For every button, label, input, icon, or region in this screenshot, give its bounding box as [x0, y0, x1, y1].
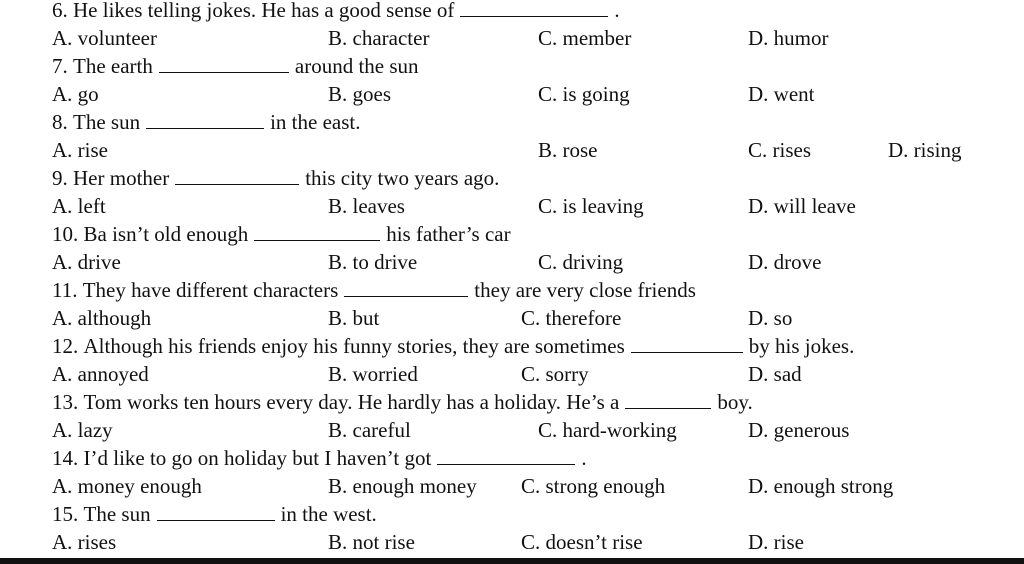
option-c[interactable]: C. rises: [748, 138, 811, 162]
question-number: 6.: [52, 0, 68, 22]
question-text-before: Ba isn’t old enough: [83, 222, 249, 246]
option-b[interactable]: B. careful: [328, 418, 411, 442]
option-a[interactable]: A. drive: [52, 250, 121, 274]
question-7-options: [0, 80, 1024, 108]
question-12-stem: [52, 332, 854, 360]
question-text-before: He likes telling jokes. He has a good sense of: [73, 0, 455, 22]
option-a[interactable]: A. volunteer: [52, 26, 157, 50]
question-11: [0, 276, 1024, 304]
option-d[interactable]: D. sad: [748, 362, 802, 386]
question-number: 11.: [52, 278, 78, 302]
question-10-stem: [52, 220, 511, 248]
option-d[interactable]: D. humor: [748, 26, 829, 50]
question-number: 7.: [52, 54, 68, 78]
question-text-after: in the west.: [280, 502, 377, 526]
question-text-before: Although his friends enjoy his funny stories, they are sometimes: [83, 334, 625, 358]
option-b[interactable]: B. worried: [328, 362, 418, 386]
question-text-after: around the sun: [294, 54, 419, 78]
question-12-options: [0, 360, 1024, 388]
option-a[interactable]: A. although: [52, 306, 152, 330]
option-c[interactable]: C. is going: [538, 82, 630, 106]
answer-blank[interactable]: [625, 390, 711, 409]
question-text-after: they are very close friends: [474, 278, 696, 302]
question-8-options: [0, 136, 1024, 164]
option-b[interactable]: B. leaves: [328, 194, 405, 218]
question-9: [0, 164, 1024, 192]
option-d[interactable]: D. rise: [748, 530, 804, 554]
option-d[interactable]: D. will leave: [748, 194, 856, 218]
question-number: 10.: [52, 222, 79, 246]
option-a[interactable]: A. go: [52, 82, 99, 106]
option-c[interactable]: C. driving: [538, 250, 624, 274]
question-text-before: Tom works ten hours every day. He hardly has a holiday. He’s a: [83, 390, 620, 414]
question-7-stem: [52, 52, 419, 80]
question-8-stem: [52, 108, 360, 136]
option-c[interactable]: C. member: [538, 26, 632, 50]
question-9-stem: [52, 164, 499, 192]
question-14-stem: [52, 444, 587, 472]
question-15: [0, 500, 1024, 528]
question-6-stem: [52, 0, 620, 24]
question-text-before: The earth: [73, 54, 153, 78]
answer-blank[interactable]: [175, 166, 299, 185]
option-b[interactable]: B. not rise: [328, 530, 415, 554]
option-c[interactable]: C. strong enough: [521, 474, 666, 498]
option-c[interactable]: C. sorry: [521, 362, 589, 386]
question-number: 8.: [52, 110, 68, 134]
question-11-stem: [52, 276, 696, 304]
answer-blank[interactable]: [159, 54, 289, 73]
question-text-after: his father’s car: [386, 222, 511, 246]
question-8: [0, 108, 1024, 136]
question-7: [0, 52, 1024, 80]
question-9-options: [0, 192, 1024, 220]
option-d[interactable]: D. generous: [748, 418, 850, 442]
option-a[interactable]: A. lazy: [52, 418, 113, 442]
option-d[interactable]: D. drove: [748, 250, 822, 274]
option-b[interactable]: B. goes: [328, 82, 391, 106]
option-c[interactable]: C. hard-working: [538, 418, 677, 442]
answer-blank[interactable]: [344, 278, 468, 297]
question-10: [0, 220, 1024, 248]
question-text-after: .: [614, 0, 620, 22]
question-text-before: The sun: [83, 502, 151, 526]
question-12: [0, 332, 1024, 360]
option-a[interactable]: A. rises: [52, 530, 117, 554]
option-a[interactable]: A. annoyed: [52, 362, 149, 386]
answer-blank[interactable]: [254, 222, 380, 241]
option-d[interactable]: D. went: [748, 82, 815, 106]
answer-blank[interactable]: [157, 502, 275, 521]
question-15-stem: [52, 500, 377, 528]
option-b[interactable]: B. enough money: [328, 474, 477, 498]
question-15-options: [0, 528, 1024, 556]
question-text-before: I’d like to go on holiday but I haven’t got: [83, 446, 432, 470]
question-text-before: Her mother: [73, 166, 170, 190]
option-c[interactable]: C. is leaving: [538, 194, 644, 218]
option-a[interactable]: A. rise: [52, 138, 108, 162]
question-number: 9.: [52, 166, 68, 190]
question-text-after: this city two years ago.: [305, 166, 500, 190]
option-b[interactable]: B. rose: [538, 138, 598, 162]
question-6: [0, 0, 1024, 24]
question-13-options: [0, 416, 1024, 444]
answer-blank[interactable]: [437, 446, 575, 465]
question-number: 13.: [52, 390, 79, 414]
question-text-after: by his jokes.: [748, 334, 855, 358]
option-c[interactable]: C. therefore: [521, 306, 622, 330]
question-14: [0, 444, 1024, 472]
option-b[interactable]: B. but: [328, 306, 380, 330]
option-b[interactable]: B. character: [328, 26, 430, 50]
option-d[interactable]: D. enough strong: [748, 474, 894, 498]
question-13: [0, 388, 1024, 416]
question-text-after: in the east.: [270, 110, 361, 134]
question-text-before: They have different characters: [82, 278, 339, 302]
answer-blank[interactable]: [631, 334, 743, 353]
option-c[interactable]: C. doesn’t rise: [521, 530, 643, 554]
question-text-after: .: [581, 446, 587, 470]
option-b[interactable]: B. to drive: [328, 250, 418, 274]
question-14-options: [0, 472, 1024, 500]
question-11-options: [0, 304, 1024, 332]
bottom-edge-divider: [0, 558, 1024, 564]
option-a[interactable]: A. left: [52, 194, 106, 218]
question-6-options: [0, 24, 1024, 52]
question-text-before: The sun: [73, 110, 141, 134]
question-number: 14.: [52, 446, 79, 470]
answer-blank[interactable]: [146, 110, 264, 129]
option-d[interactable]: D. so: [748, 306, 793, 330]
question-number: 15.: [52, 502, 79, 526]
question-10-options: [0, 248, 1024, 276]
question-text-after: boy.: [717, 390, 753, 414]
option-d[interactable]: D. rising: [888, 138, 962, 162]
answer-blank[interactable]: [460, 0, 608, 17]
question-13-stem: [52, 388, 753, 416]
option-a[interactable]: A. money enough: [52, 474, 202, 498]
question-number: 12.: [52, 334, 79, 358]
